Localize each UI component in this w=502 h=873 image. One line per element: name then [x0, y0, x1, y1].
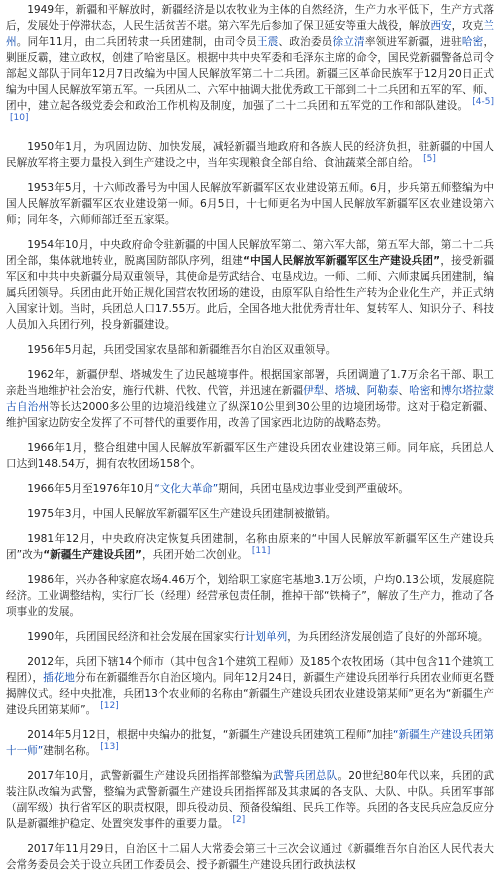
paragraph-text: 率领进军新疆，进驻 [364, 36, 462, 48]
paragraph-text: 1954年10月，中央政府命令驻新疆的中国人民解放军第二、第六军大部，第五军大部，第二十二兵团全部，集体就地转业，脱离国防部队序列，组建 [6, 239, 494, 267]
paragraph-text: ，剿匪反霸，建立政权，创建了哈密垦区。根据中共中央军委和毛泽东主席的命令，国民党新疆警备总司令部起义部队于同年12月7日改编为中国人民解放军第二十二兵团。新疆三区革命民族军于12月20日正式编为中国人民解放军第五军。一兵团从二、六军中抽调大批优秀政工干部到二十二兵团和五军的军、师、团中，建立起各级党委会和政治工作机构及制度，加强了二十二兵团和五军党的工作和部队建设。 [6, 36, 495, 112]
citation-link[interactable]: [5] [423, 154, 436, 165]
history-paragraph [6, 367, 494, 431]
paragraph-text: 和 [430, 385, 441, 397]
inline-link[interactable]: 伊犁 [303, 385, 325, 397]
history-paragraph [6, 440, 494, 472]
paragraph-text: 期间，兵团屯垦戍边事业受到严重破坏。 [218, 483, 409, 495]
inline-link[interactable]: 插花地 [43, 672, 75, 684]
paragraph-text: 、政治委员 [278, 36, 333, 48]
inline-link[interactable]: 王震 [256, 36, 279, 48]
citation-link[interactable]: [2] [232, 815, 246, 826]
history-paragraph [6, 481, 494, 497]
history-paragraph [6, 531, 494, 563]
paragraph-text: 1953年5月，十六师改番号为中国人民解放军新疆军区农业建设第五师。6月，步兵第五师整编为中国人民解放军新疆军区农业建设第一师。6月5日，十七师更名为中国人民解放军新疆军区农业建设第六师；同年冬，六师师部迁至五家渠。 [6, 182, 494, 226]
inline-link[interactable]: 徐立清 [332, 36, 365, 48]
citation-link[interactable]: [11] [251, 546, 271, 557]
inline-link[interactable]: 武警兵团总队 [272, 770, 338, 782]
paragraph-text: 2012年，兵团下辖14个师市（其中包含1个建筑工程师）及185个农牧团场（其中包含11个建筑工程团）， [6, 656, 494, 684]
paragraph-text: 1990年，兵团国民经济和社会发展在国家实行 [27, 631, 245, 643]
paragraph-text: ，接受新疆军区和中共中央新疆分局双重领导，其使命是劳武结合、屯垦戍边。一师、二师、六师隶属兵团建制，编属兵团领导。兵团由此开始正规化国营农牧团场的建设，由原军队自给性生产转为企业化生产，并正式纳入国家计划。当时，兵团总人口17.55万。此后，全国各地大批优秀青壮年、复转军人、知识分子、科技人员加入兵团行列，投身新疆建设。 [6, 255, 495, 331]
paragraph-text: 建制名称。 [43, 745, 97, 757]
history-paragraph [6, 629, 494, 645]
paragraph-text: 、 [356, 385, 367, 397]
history-paragraph [6, 841, 494, 873]
paragraph-text: 1950年1月，为巩固边防、加快发展，减轻新疆当地政府和各族人民的经济负担，驻新疆的中国人民解放军将主要力量投入到生产建设之中，当年实现粮食全部自给、食油蔬菜全部自给。 [6, 141, 494, 169]
paragraph-text: ，为兵团经济发展创造了良好的外部环境。 [287, 631, 489, 643]
history-paragraph [6, 727, 494, 759]
paragraph-text: 1986年，兴办各种家庭农场4.46万个，划给职工家庭宅基地3.1万公顷，户均0.13公顷，发展庭院经济。工业调整结构，实行厂长（经理）经营承包责任制，推掉干部“铁椅子”，解放了生产力，推动了各项事业的发展。 [6, 574, 494, 618]
history-paragraph [6, 506, 494, 522]
paragraph-text: 分布在新疆维吾尔自治区境内。同年12月24日，新疆生产建设兵团举行兵团农业师更名暨揭牌仪式。经中央批准，兵团13个农业师的名称由“新疆生产建设兵团农业建设第某师”更名为“新疆生产建设兵团第某师”。 [6, 672, 494, 716]
paragraph-text: 。20世纪80年代以来，兵团的武装注队改编为武警，整编为武警新疆生产建设兵团指挥部及其隶属的各支队、大队、中队。兵团军事部（副军级）执行省军区的职责权限，即兵役动员、预备役编组、民兵工作等。兵团的各支民兵应急反应分队是新疆维护稳定、处置突发事件的重要力量。 [6, 770, 494, 830]
history-paragraph [6, 180, 494, 228]
paragraph-text: 1949年，新疆和平解放时，新疆经济是以农牧业为主体的自然经济，生产力水平低下，生产方式落后，发展处于停滞状态，人民生活贫苦不堪。第六军先后参加了保卫延安等重大战役，解放 [6, 4, 494, 32]
paragraph-text: 1966年1月，整合组建中国人民解放军新疆军区生产建设兵团农业建设第三师。同年底，兵团总人口达到148.54万，拥有农牧团场158个。 [6, 442, 494, 470]
inline-link[interactable]: 哈密 [409, 385, 431, 397]
citation-link[interactable]: [12] [100, 701, 119, 712]
paragraph-text: 1981年12月，中央政府决定恢复兵团建制，名称由原来的“中国人民解放军新疆军区生产建设兵团”改为 [6, 533, 494, 561]
paragraph-text: 、 [324, 385, 335, 397]
history-paragraph [6, 237, 494, 333]
history-paragraph [6, 654, 494, 718]
paragraph-text: 2017年11月29日，自治区十二届人大常委会第三十三次会议通过《新疆维吾尔自治区人民代表大会常务委员会关于设立兵团工作委员会、授予新疆生产建设兵团行政执法权 [6, 843, 494, 871]
history-paragraph [6, 572, 494, 620]
inline-link[interactable]: “文化大革命” [154, 483, 219, 495]
paragraph-text: 1975年3月，中国人民解放军新疆军区生产建设兵团建制被撤销。 [27, 508, 337, 520]
inline-link[interactable]: 计划单列 [244, 631, 288, 643]
bold-text: “中国人民解放军新疆军区生产建设兵团” [242, 255, 441, 267]
paragraph-text: 1956年5月起，兵团受国家农垦部和新疆维吾尔自治区双重领导。 [27, 344, 337, 356]
inline-link[interactable]: 博尔塔拉蒙古自治州 [6, 385, 495, 413]
bold-text: “新疆生产建设兵团” [43, 549, 142, 561]
citation-link[interactable]: [4-5] [472, 97, 494, 108]
history-paragraph [6, 342, 494, 358]
citation-link[interactable]: [10] [10, 113, 29, 124]
inline-link[interactable]: 哈密 [461, 36, 484, 48]
citation-link[interactable]: [13] [100, 742, 119, 753]
paragraph-text: 、 [398, 385, 410, 397]
paragraph-text: ，攻克 [451, 20, 484, 32]
paragraph-text: 2017年10月，武警新疆生产建设兵团指挥部整编为 [27, 770, 273, 782]
paragraph-text: 等长达2000多公里的边境沿线建立了纵深10公里到30公里的边境团场带。这对于稳定新疆、维护国家边防安全发挥了不可替代的重要作用，改善了国家西北边防的战略态势。 [6, 401, 494, 429]
history-paragraph [6, 2, 494, 130]
history-paragraph [6, 768, 494, 832]
paragraph-text: 。同年11月，由二兵团转隶一兵团建制，由司令员 [16, 36, 257, 48]
paragraph-text: 1966年5月至1976年10月 [27, 483, 155, 495]
inline-link[interactable]: “新疆生产建设兵团第十一师” [6, 729, 494, 757]
paragraph-text: 1962年，新疆伊犁、塔城发生了边民越境事件。根据国家部署，兵团调遣了1.7万余名干部、职工亲赴当地维护社会治安，施行代耕、代牧、代管，并迅速在新疆 [6, 369, 494, 397]
paragraph-text: ，兵团开始二次创业。 [141, 549, 248, 561]
inline-link[interactable]: 塔城 [334, 385, 357, 397]
inline-link[interactable]: 兰州 [6, 20, 494, 48]
history-paragraph [6, 139, 494, 171]
inline-link[interactable]: 阿勒泰 [366, 385, 399, 397]
paragraph-text: 2014年5月12日，根据中央编办的批复，“新疆生产建设兵团建筑工程师”加挂 [27, 729, 394, 741]
inline-link[interactable]: 西安 [430, 20, 452, 32]
